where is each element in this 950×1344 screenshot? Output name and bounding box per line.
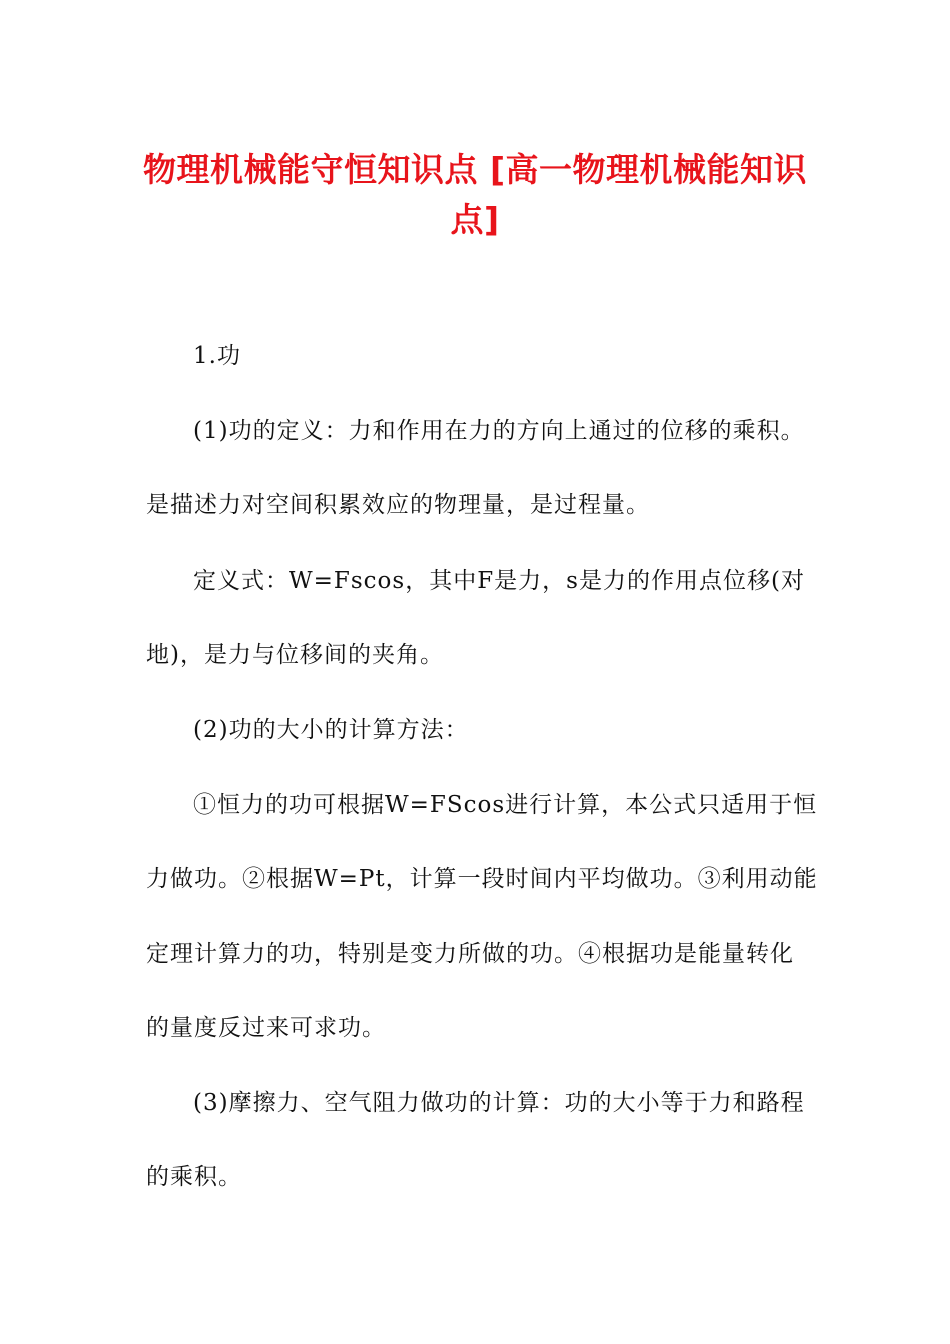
paragraph-line: (1)功的定义：力和作用在力的方向上通过的位移的乘积。 [193,418,805,444]
paragraph-line: (2)功的大小的计算方法： [193,717,469,743]
paragraph-line: 力做功。②根据W=Pt，计算一段时间内平均做功。③利用动能 [146,866,818,892]
section-heading-work: 1.功 [193,343,241,369]
paragraph-line: 定义式：W=Fscos，其中F是力，s是力的作用点位移(对 [193,568,805,594]
paragraph-line: 是描述力对空间积累效应的物理量，是过程量。 [146,492,650,518]
paragraph-line: (3)摩擦力、空气阻力做功的计算：功的大小等于力和路程 [193,1090,805,1116]
document-title: 物理机械能守恒知识点 [高一物理机械能知识点] [142,150,808,239]
paragraph-line: 定理计算力的功，特别是变力所做的功。④根据功是能量转化 [146,941,794,967]
paragraph-line: 地)，是力与位移间的夹角。 [146,642,444,668]
paragraph-line: 的量度反过来可求功。 [146,1015,386,1041]
paragraph-line: ①恒力的功可根据W=FScos进行计算，本公式只适用于恒 [193,792,818,818]
paragraph-line: 的乘积。 [146,1164,242,1190]
